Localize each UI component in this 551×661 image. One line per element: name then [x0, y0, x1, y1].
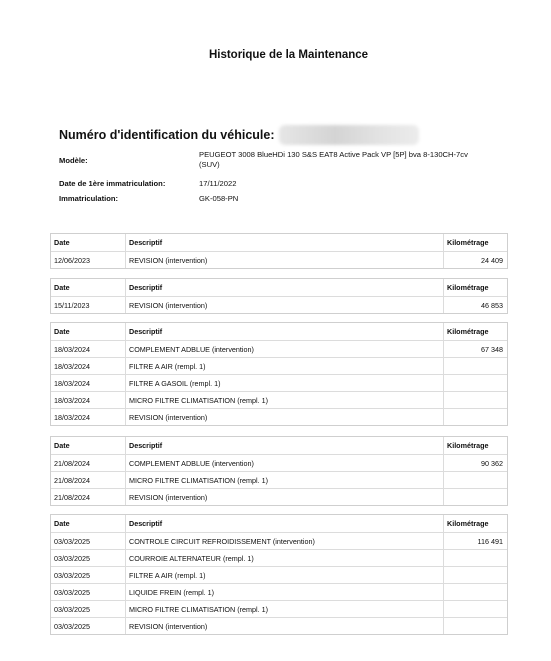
row-description: REVISION (intervention) [126, 618, 444, 634]
row-description: MICRO FILTRE CLIMATISATION (rempl. 1) [126, 392, 444, 408]
row-description: LIQUIDE FREIN (rempl. 1) [126, 584, 444, 600]
row-mileage [444, 550, 507, 566]
maintenance-table [50, 278, 508, 314]
table-row [51, 391, 507, 408]
row-description: MICRO FILTRE CLIMATISATION (rempl. 1) [126, 472, 444, 488]
vin-redacted-value [279, 125, 419, 145]
table-row [51, 600, 507, 617]
row-mileage: 90 362 [481, 458, 503, 468]
table-row [51, 532, 507, 549]
row-mileage [444, 392, 507, 408]
table-header-row [51, 323, 507, 340]
row-mileage: 67 348 [481, 344, 503, 354]
vin-heading [59, 125, 419, 145]
row-date: 03/03/2025 [51, 601, 126, 617]
header-description: Descriptif [126, 234, 444, 251]
header-mileage: Kilométrage [447, 441, 489, 450]
table-row [51, 296, 507, 313]
table-header-row [51, 437, 507, 454]
row-date: 18/03/2024 [51, 375, 126, 391]
row-mileage: 116 491 [477, 536, 503, 546]
row-mileage [444, 489, 507, 505]
row-date: 15/11/2023 [51, 297, 126, 313]
row-date: 18/03/2024 [51, 409, 126, 425]
row-mileage [444, 409, 507, 425]
header-date: Date [51, 515, 126, 532]
row-description: REVISION (intervention) [126, 252, 444, 268]
vehicle-info [59, 148, 469, 210]
row-date: 21/08/2024 [51, 489, 126, 505]
row-date: 03/03/2025 [51, 567, 126, 583]
row-description: COURROIE ALTERNATEUR (rempl. 1) [126, 550, 444, 566]
page-title: Historique de la Maintenance [208, 49, 369, 61]
first-registration-value: 17/11/2022 [199, 179, 237, 188]
row-date: 18/03/2024 [51, 358, 126, 374]
row-date: 03/03/2025 [51, 533, 126, 549]
vin-label: Numéro d'identification du véhicule: [59, 128, 275, 142]
table-row [51, 454, 507, 471]
header-mileage: Kilométrage [447, 327, 489, 336]
table-row [51, 251, 507, 268]
header-mileage: Kilométrage [447, 519, 489, 528]
header-description: Descriptif [126, 323, 444, 340]
first-registration-label: Date de 1ère immatriculation: [59, 179, 166, 188]
row-mileage [444, 584, 507, 600]
table-row [51, 566, 507, 583]
header-date: Date [51, 437, 126, 454]
first-registration-row [59, 176, 469, 193]
registration-label: Immatriculation: [59, 194, 119, 203]
row-description: REVISION (intervention) [126, 297, 444, 313]
row-description: FILTRE A GASOIL (rempl. 1) [126, 375, 444, 391]
row-date: 21/08/2024 [51, 455, 126, 471]
row-mileage: 46 853 [481, 300, 503, 310]
header-date: Date [51, 234, 126, 251]
table-row [51, 583, 507, 600]
row-date: 21/08/2024 [51, 472, 126, 488]
row-date: 03/03/2025 [51, 584, 126, 600]
maintenance-table [50, 514, 508, 635]
maintenance-table [50, 436, 508, 506]
row-description: FILTRE A AIR (rempl. 1) [126, 567, 444, 583]
table-row [51, 488, 507, 505]
row-mileage [444, 618, 507, 634]
header-mileage: Kilométrage [447, 283, 489, 292]
table-row [51, 471, 507, 488]
row-mileage [444, 358, 507, 374]
row-date: 18/03/2024 [51, 341, 126, 357]
row-date: 18/03/2024 [51, 392, 126, 408]
table-header-row [51, 234, 507, 251]
table-row [51, 408, 507, 425]
table-header-row [51, 279, 507, 296]
header-date: Date [51, 279, 126, 296]
header-description: Descriptif [126, 437, 444, 454]
table-row [51, 374, 507, 391]
row-description: REVISION (intervention) [126, 409, 444, 425]
registration-value: GK-058-PN [199, 194, 239, 203]
row-date: 12/06/2023 [51, 252, 126, 268]
table-row [51, 357, 507, 374]
model-label: Modèle: [59, 156, 88, 165]
header-mileage: Kilométrage [447, 238, 489, 247]
header-description: Descriptif [126, 515, 444, 532]
maintenance-table [50, 233, 508, 269]
row-description: REVISION (intervention) [126, 489, 444, 505]
row-description: CONTROLE CIRCUIT REFROIDISSEMENT (intervention) [126, 533, 444, 549]
header-date: Date [51, 323, 126, 340]
table-row [51, 617, 507, 634]
row-mileage [444, 601, 507, 617]
table-row [51, 340, 507, 357]
model-row [59, 148, 469, 176]
row-mileage [444, 472, 507, 488]
row-description: FILTRE A AIR (rempl. 1) [126, 358, 444, 374]
model-value: PEUGEOT 3008 BlueHDi 130 S&S EAT8 Active Pack VP [5P] bva 8-130CH-7cv (SUV) [199, 150, 468, 169]
maintenance-table [50, 322, 508, 426]
row-description: COMPLEMENT ADBLUE (intervention) [126, 341, 444, 357]
row-mileage: 24 409 [481, 255, 503, 265]
table-header-row [51, 515, 507, 532]
header-description: Descriptif [126, 279, 444, 296]
row-mileage [444, 567, 507, 583]
table-row [51, 549, 507, 566]
row-description: MICRO FILTRE CLIMATISATION (rempl. 1) [126, 601, 444, 617]
row-date: 03/03/2025 [51, 618, 126, 634]
row-description: COMPLEMENT ADBLUE (intervention) [126, 455, 444, 471]
registration-row [59, 193, 469, 210]
row-mileage [444, 375, 507, 391]
row-date: 03/03/2025 [51, 550, 126, 566]
